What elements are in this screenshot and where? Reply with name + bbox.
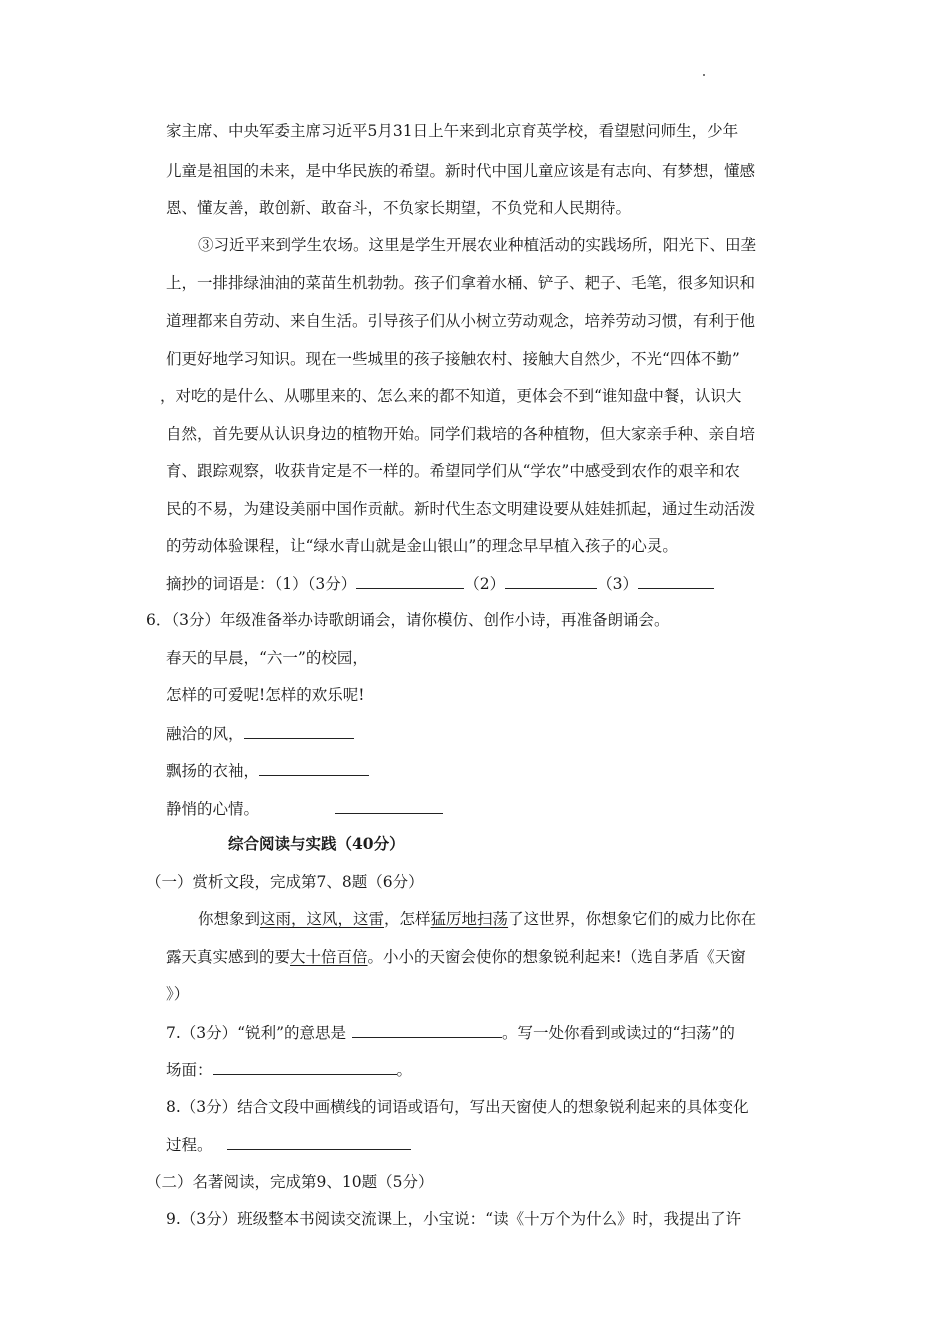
poem-line [166,797,443,820]
passage-line: 上，一排排绿油油的菜苗生机勃勃。孩子们拿着水桶、铲子、耙子、毛笔，很多知识和 [166,274,756,292]
passage-line: 们更好地学习知识。现在一些城里的孩子接触农村、接触大自然少，不光“四体不勤” [166,350,740,368]
question-8-text: 过程。 [166,1136,213,1154]
poem-line-text: 飘扬的衣袖， [166,762,260,780]
question-8-line: 8.（3分）结合文段中画横线的词语或语句，写出天窗使人的想象锐利起来的具体变化 [166,1098,749,1116]
passage-line: 的劳动体验课程，让“绿水青山就是金山银山”的理念早早植入孩子的心灵。 [166,537,678,555]
passage-line: 家主席、中央军委主席习近平5月31日上午来到北京育英学校，看望慰问师生，少年 [166,122,739,140]
passage-line: 道理都来自劳动、来自生活。引导孩子们从小树立劳动观念，培养劳动习惯，有利于他 [166,312,756,330]
question-7-text: 7.（3分）“锐利”的意思是 [166,1024,346,1042]
underlined-phrase: 猛厉地扫荡 [430,910,509,928]
poem-line [166,722,354,745]
excerpt-text: 露天真实感到的要 [166,948,291,966]
poem-line-text: 静悄的心情。 [166,800,260,818]
question-7-line [166,1058,412,1081]
question-7-text: 场面： [166,1061,213,1079]
underlined-phrase: 大十倍百倍 [290,948,368,966]
poem-line-text: 融洽的风， [166,725,244,743]
passage-line: 育、跟踪观察，收获肯定是不一样的。希望同学们从“学农”中感受到农作的艰辛和农 [166,462,740,480]
excerpt-text: 你想象到 [198,910,261,928]
passage-line: ③习近平来到学生农场。这里是学生开展农业种植活动的实践场所，阳光下、田垄 [198,236,757,254]
question-7-blank-1[interactable] [352,1021,502,1038]
excerpt-line [166,946,746,968]
excerpt-line: 》） [166,985,190,1003]
passage-line: 自然，首先要从认识身边的植物开始。同学们栽培的各种植物，但大家亲手种、亲自培 [166,425,756,443]
answer-label-3: （3） [597,575,638,593]
answer-prefix: 摘抄的词语是：（1）（3分） [166,575,357,593]
part-1-heading: （一）赏析文段，完成第7、8题（6分） [146,873,424,891]
question-9-line: 9.（3分）班级整本书阅读交流课上，小宝说：“读《十万个为什么》时，我提出了许 [166,1210,742,1228]
question-7-blank-2[interactable] [213,1058,397,1075]
excerpt-answer-line [166,572,714,595]
answer-blank-1[interactable] [356,572,464,589]
passage-line: 恩、懂友善，敢创新、敢奋斗，不负家长期望，不负党和人民期待。 [166,199,632,217]
poem-line [166,759,369,782]
poem-line: 怎样的可爱呢!怎样的欢乐呢! [166,686,365,704]
passage-line: 儿童是祖国的未来，是中华民族的希望。新时代中国儿童应该是有志向、有梦想，懂感 [166,162,756,180]
question-8-blank[interactable] [227,1133,411,1150]
underlined-phrase: 这雨，这风，这雷 [260,910,385,928]
excerpt-text: 。小小的天窗会使你的想象锐利起来!（选自茅盾《天窗 [367,948,746,966]
section-title: 综合阅读与实践（40分） [228,834,405,853]
poem-blank-3[interactable] [335,797,443,814]
question-7-text: 。写一处你看到或读过的“扫荡”的 [502,1024,735,1042]
page-mark [703,74,705,76]
excerpt-text: 了这世界，你想象它们的威力比你在 [508,910,757,928]
question-7-text: 。 [396,1061,413,1079]
answer-blank-3[interactable] [638,572,714,589]
poem-blank-2[interactable] [259,759,369,776]
question-6-stem: 6．（3分）年级准备举办诗歌朗诵会，请你模仿、创作小诗，再准备朗诵会。 [146,611,670,629]
part-2-heading: （二）名著阅读，完成第9、10题（5分） [146,1173,434,1191]
question-8-line [166,1133,411,1156]
poem-blank-1[interactable] [244,722,354,739]
question-7-line [166,1021,735,1044]
excerpt-line [198,908,756,930]
passage-line: 民的不易，为建设美丽中国作贡献。新时代生态文明建设要从娃娃抓起，通过生动活泼 [166,500,756,518]
passage-line: ，对吃的是什么、从哪里来的、怎么来的都不知道，更体会不到“谁知盘中餐，认识大 [160,387,742,405]
answer-label-2: （2） [464,575,506,593]
excerpt-text: ，怎样 [384,910,431,928]
answer-blank-2[interactable] [505,572,597,589]
poem-line: 春天的早晨，“六一”的校园， [166,649,368,667]
